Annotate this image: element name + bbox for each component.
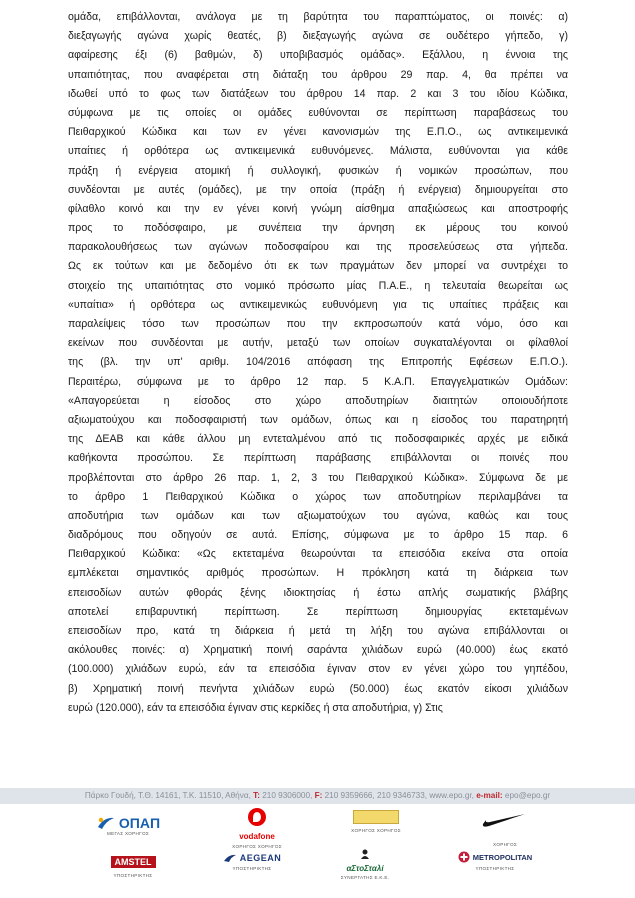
body-line: φίλαθλο κοινό και την εν γένει κοινή γνώμη αίσθημα απαξιώσεως και αποστροφής <box>68 202 568 215</box>
sponsor-stoixima <box>346 810 406 833</box>
sponsor-opap <box>88 815 168 836</box>
body-line: της (βλ. την υπ' αριθμ. 104/2016 απόφαση της Επιτροπής Εφέσεων Ε.Π.Ο.). <box>68 356 568 369</box>
body-line: β) Χρηματική ποινή πενήντα χιλιάδων ευρώ (50.000) έως εκατόν είκοσι χιλιάδων <box>68 682 568 695</box>
body-line: της ΔΕΑΒ και κάθε άλλου μη εντεταλμένου από τις ποδοσφαιρικές αρχές με ειδικά <box>68 433 568 446</box>
body-line: σύμφωνα με τις οποίες οι ομάδες ευθύνονται σε περίπτωση παραβάσεως του <box>68 106 568 119</box>
body-line: ακόλουθες ποινές: α) Χρηματική ποινή σαράντα χιλιάδων ευρώ (40.000) έως εκατό <box>68 644 568 657</box>
body-line: συνδέονται με αυτές (ομάδες), με την οποία (πράξη ή ενέργεια) δημιουργείται στο <box>68 183 568 196</box>
body-line: προς το ποδόσφαιρο, με συνέπεια την άρνηση εκ μέρους του κοινού <box>68 222 568 235</box>
sponsor-metropolitan <box>452 851 538 871</box>
vodafone-speechmark-icon <box>248 808 266 826</box>
body-line: Πειθαρχικού Κώδικα: «Ως εκτεταμένα θεωρούνται τα επεισόδια εκείνα στα οποία <box>68 548 568 561</box>
body-line: το άρθρο 1 Πειθαρχικού Κώδικα ο χώρος των αποδυτηρίων περιλαμβάνει τα <box>68 490 568 503</box>
body-line: ευρώ (120.000), εάν τα επεισόδια έγιναν στις κερκίδες ή στα αποδυτήρια, γ) Στις <box>68 701 443 714</box>
footer-fax: 210 9359666, 210 9346733, <box>324 791 428 800</box>
body-line: Περαιτέρω, σύμφωνα με το άρθρο 12 παρ. 5 Κ.Α.Π. Επαγγελματικών Ομάδων: <box>68 375 568 388</box>
body-line: προβλέπονται στο άρθρο 26 παρ. 1, 2, 3 του Πειθαρχικού Κώδικα». Σύμφωνα δε με <box>68 471 568 484</box>
body-line: στοιχείο της υπαιτιότητας στο νομικό πρόσωπο μίας Π.Α.Ε., η τελευταία θεωρείται ως <box>68 279 568 292</box>
metropolitan-cross-icon <box>458 851 470 863</box>
aegean-bird-icon <box>223 853 237 863</box>
opap-swoosh-icon <box>96 815 116 831</box>
sponsor-amstel <box>98 852 168 878</box>
body-line: (100.000) χιλιάδων ευρώ, εάν τα επεισόδια έγιναν στον εν γένει χώρο του γηπέδου, <box>68 663 568 676</box>
body-line: ομάδα, επιβάλλονται, ανάλογα με τη βαρύτητα του παραπτώματος, οι ποινές: α) <box>68 11 568 23</box>
footer-tel-label: T: <box>253 791 260 800</box>
document-body <box>68 8 568 718</box>
astoria-logo: αΣτοΣταλί <box>346 864 384 873</box>
body-line: αξιωματούχου και ποδοσφαιριστή των ομάδων, όπως και η είσοδος του παρατηρητή <box>68 413 568 426</box>
body-line: «Απαγορεύεται η είσοδος στο χώρο αποδυτηρίων διαιτητών οποιουδήποτε <box>68 394 568 407</box>
body-line: «υπαίτια» ή ορθότερα ως αντικειμενικώς ευθυνόμενη για τις υπαίτιες πράξεις και <box>68 298 568 311</box>
body-line: παραλείψεις τόσο των προσώπων που την εκπροσωπούν κατά νόμο, όσο και <box>68 318 568 330</box>
body-line: Ως εκ τούτων και με δεδομένο ότι εκ των πραγμάτων δεν μπορεί να συντρέχει το <box>68 260 568 273</box>
body-line: αφαίρεσης έξι (6) βαθμών, δ) υποβιβασμός ομάδας». Εξάλλου, η έννοια της <box>68 49 568 62</box>
aegean-caption: ΥΠΟΣΤΗΡΙΚΤΗΣ <box>232 866 272 871</box>
body-line: υπαιτιότητας, που αναφέρεται στη διάταξη του άρθρου 29 παρ. 4, θα πρέπει να <box>68 68 568 81</box>
sponsor-astoria <box>330 846 400 880</box>
body-line: επεισοδίων αυτών φθοράς ξένης ιδιοκτησίας ή έστω απλής σωματικής βλάβης <box>68 586 568 599</box>
body-line: εμπλέκεται σημαντικός αριθμός προσώπων. Η πρόκληση κατά τη διάρκεια των <box>68 567 568 580</box>
body-line: καθήκοντα προσώπου. Σε περίπτωση παράβασης επιβάλλονται οι ποινές που <box>68 452 568 465</box>
body-line: διεξαγωγής αγώνα χωρίς θεατές, β) διεξαγωγής αγώνα σε ουδέτερο γήπεδο, γ) <box>68 30 568 43</box>
stoixima-caption: ΧΟΡΗΓΟΣ ΧΟΡΗΓΟΣ <box>351 828 401 833</box>
footer-tel: 210 9306000, <box>262 791 313 800</box>
metropolitan-logo: METROPOLITAN <box>472 852 533 862</box>
body-line: διαδρόμους που οδηγούν σε αυτά. Επίσης, σύμφωνα με το άρθρο 15 παρ. 6 <box>68 529 568 542</box>
amstel-caption: ΥΠΟΣΤΗΡΙΚΤΗΣ <box>113 873 153 878</box>
body-line: εκείνων που συνδέονται με αυτήν, μεταξύ των οποίων συγκαταλέγονται οι φίλαθλοί <box>68 337 568 350</box>
metropolitan-caption: ΥΠΟΣΤΗΡΙΚΤΗΣ <box>475 866 515 871</box>
footer-web[interactable]: www.epo.gr, <box>429 791 474 800</box>
body-line: Πειθαρχικού Κώδικα και των εν γένει κανονισμών της Ε.Π.Ο., ως αντικειμενικά <box>68 126 568 139</box>
body-line: αποτελεί επιβαρυντική περίπτωση. Σε περίπτωση δημιουργίας εκτεταμένων <box>68 605 568 618</box>
sponsor-nike <box>474 812 534 851</box>
body-line: επεισοδίων προ, κατά τη διάρκεια ή μετά τη λήξη του αγώνα επιβάλλονται οι <box>68 625 568 637</box>
footer-fax-label: F: <box>314 791 323 800</box>
footer-address: Πάρκο Γουδή, Τ.Θ. 14161, Τ.Κ. 11510, Αθήνα, <box>84 791 251 800</box>
footer-email-label: e-mail: <box>476 791 503 800</box>
opap-caption: ΜΕΓΑΣ ΧΟΡΗΓΟΣ <box>106 831 150 836</box>
body-line: παρακολουθήσεως των αγώνων ποδοσφαίρου και της προσελεύσεως στα γήπεδα. <box>68 241 568 254</box>
amstel-logo: AMSTEL <box>111 856 156 868</box>
body-line: ιδωθεί υπό το φως των διατάξεων του άρθρου 14 παρ. 2 και 3 του ιδίου Κώδικα, <box>68 87 568 100</box>
sponsor-vodafone <box>222 808 292 849</box>
body-line: αποδυτήρια των ομάδων και των αξιωματούχων του αγώνα, καθώς και τους <box>68 509 568 522</box>
stoixima-logo-icon <box>353 810 399 824</box>
footer-address-bar <box>0 788 635 804</box>
astoria-figure-icon <box>359 849 371 859</box>
vodafone-logo: vodafone <box>239 832 275 841</box>
vodafone-caption: ΧΟΡΗΓΟΣ ΧΟΡΗΓΟΣ <box>232 844 282 849</box>
footer-email[interactable]: epo@epo.gr <box>504 791 551 800</box>
aegean-logo: AEGEAN <box>239 853 282 863</box>
sponsor-aegean <box>212 853 292 871</box>
astoria-caption: ΣΥΝΕΡΓΑΤΗΣ Ε.Κ.Ε. <box>340 875 390 880</box>
body-line: πράξη ή ενέργεια ατομική ή συλλογική, φυσικών ή νομικών προσώπων, που <box>68 164 568 177</box>
body-line: υπαίτιες ή ορθότερα ως αντικειμενικά ευθυνόμενες. Μάλιστα, ευθύνονται για κάθε <box>68 145 568 158</box>
nike-caption: ΧΟΡΗΓΟΣ <box>492 842 518 847</box>
opap-logo: ΟΠΑΠ <box>118 815 161 831</box>
nike-swoosh-icon <box>481 812 527 828</box>
